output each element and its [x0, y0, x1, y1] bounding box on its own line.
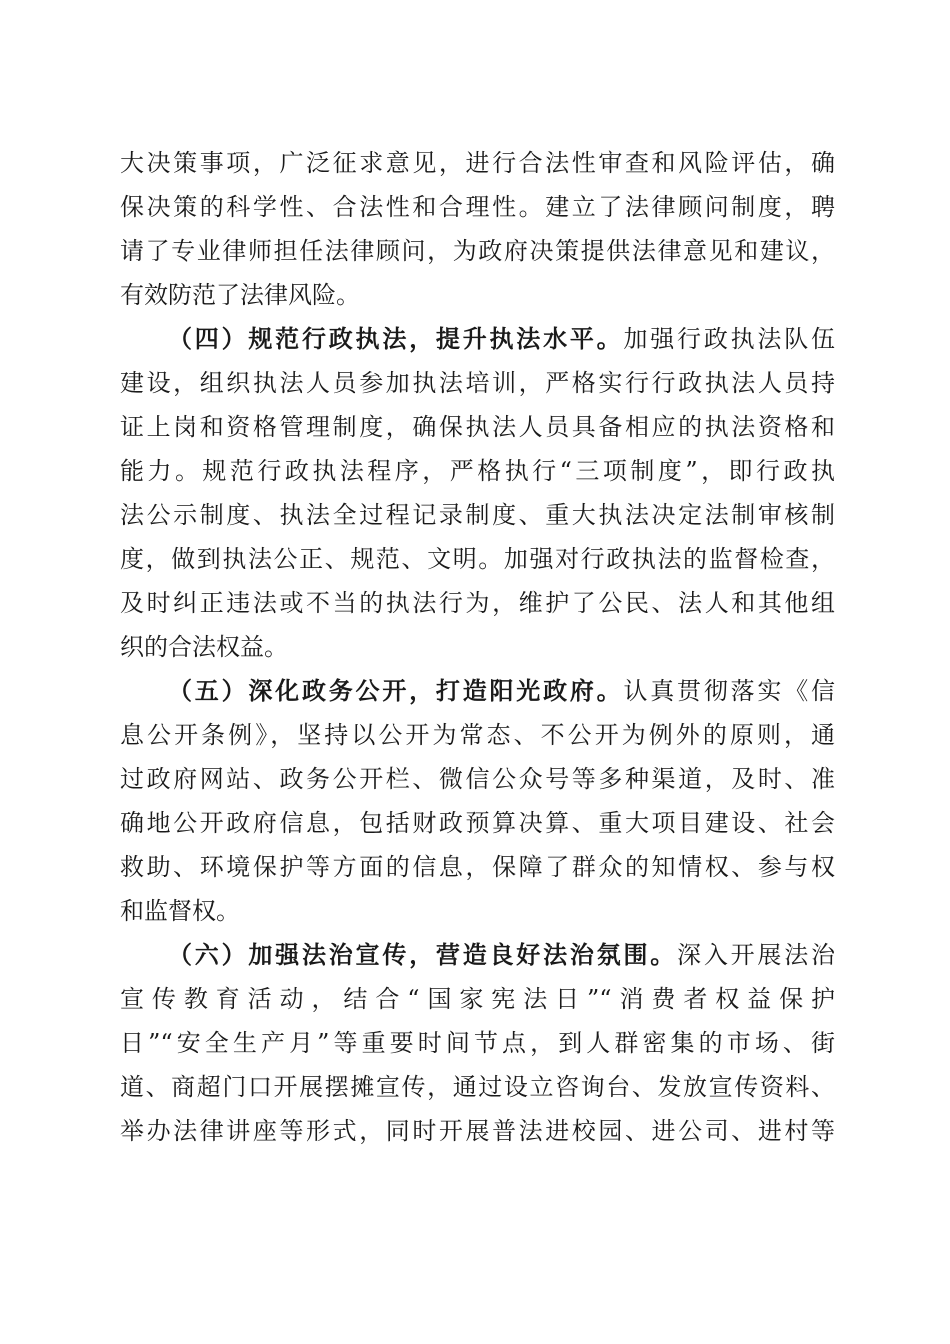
text-span: 加强行政执法队伍	[623, 325, 836, 353]
text-line: 保决策的科学性、合法性和合理性。建立了法律顾问制度，聘	[120, 193, 835, 221]
paragraph-open-government	[120, 669, 835, 933]
text-line: 度，做到执法公正、规范、文明。加强对行政执法的监督检查，	[120, 545, 835, 573]
text-line: 和监督权。	[120, 897, 240, 925]
text-line: 救助、环境保护等方面的信息，保障了群众的知情权、参与权	[120, 853, 835, 881]
text-line: 及时纠正违法或不当的执法行为，维护了公民、法人和其他组	[120, 589, 835, 617]
text-line: 日”“安全生产月”等重要时间节点，到人群密集的市场、街	[120, 1029, 835, 1057]
text-line: 证上岗和资格管理制度，确保执法人员具备相应的执法资格和	[120, 413, 835, 441]
text-line: 法公示制度、执法全过程记录制度、重大执法决定法制审核制	[120, 501, 835, 529]
text-line: 确地公开政府信息，包括财政预算决算、重大项目建设、社会	[120, 809, 835, 837]
text-line: 过政府网站、政务公开栏、微信公众号等多种渠道，及时、准	[120, 765, 835, 793]
text-line: 宣传教育活动，结合“国家宪法日”“消费者权益保护	[120, 985, 835, 1013]
paragraph-continuation	[120, 141, 835, 317]
text-line: 织的合法权益。	[120, 633, 288, 661]
text-line-first	[120, 933, 835, 977]
text-line: 能力。规范行政执法程序，严格执行“三项制度”，即行政执	[120, 457, 835, 485]
text-line-first	[120, 669, 835, 713]
text-line: 大决策事项，广泛征求意见，进行合法性审查和风险评估，确	[120, 149, 835, 177]
text-line: 举办法律讲座等形式，同时开展普法进校园、进公司、进村等	[120, 1117, 835, 1145]
paragraph-admin-enforcement	[120, 317, 835, 669]
text-line: 请了专业律师担任法律顾问，为政府决策提供法律意见和建议，	[120, 237, 835, 265]
section-heading: （四）规范行政执法，提升执法水平。	[168, 324, 624, 353]
text-line: 息公开条例》，坚持以公开为常态、不公开为例外的原则，通	[120, 721, 835, 749]
text-line-first	[120, 317, 835, 361]
document-body	[120, 141, 835, 1153]
text-span: 深入开展法治	[677, 941, 836, 969]
paragraph-legal-publicity	[120, 933, 835, 1153]
section-heading: （六）加强法治宣传，营造良好法治氛围。	[168, 940, 678, 969]
section-heading: （五）深化政务公开，打造阳光政府。	[168, 676, 624, 705]
text-line: 建设，组织执法人员参加执法培训，严格实行行政执法人员持	[120, 369, 835, 397]
text-line: 有效防范了法律风险。	[120, 281, 360, 309]
text-span: 认真贯彻落实《信	[623, 677, 836, 705]
text-line: 道、商超门口开展摆摊宣传，通过设立咨询台、发放宣传资料、	[120, 1073, 835, 1101]
